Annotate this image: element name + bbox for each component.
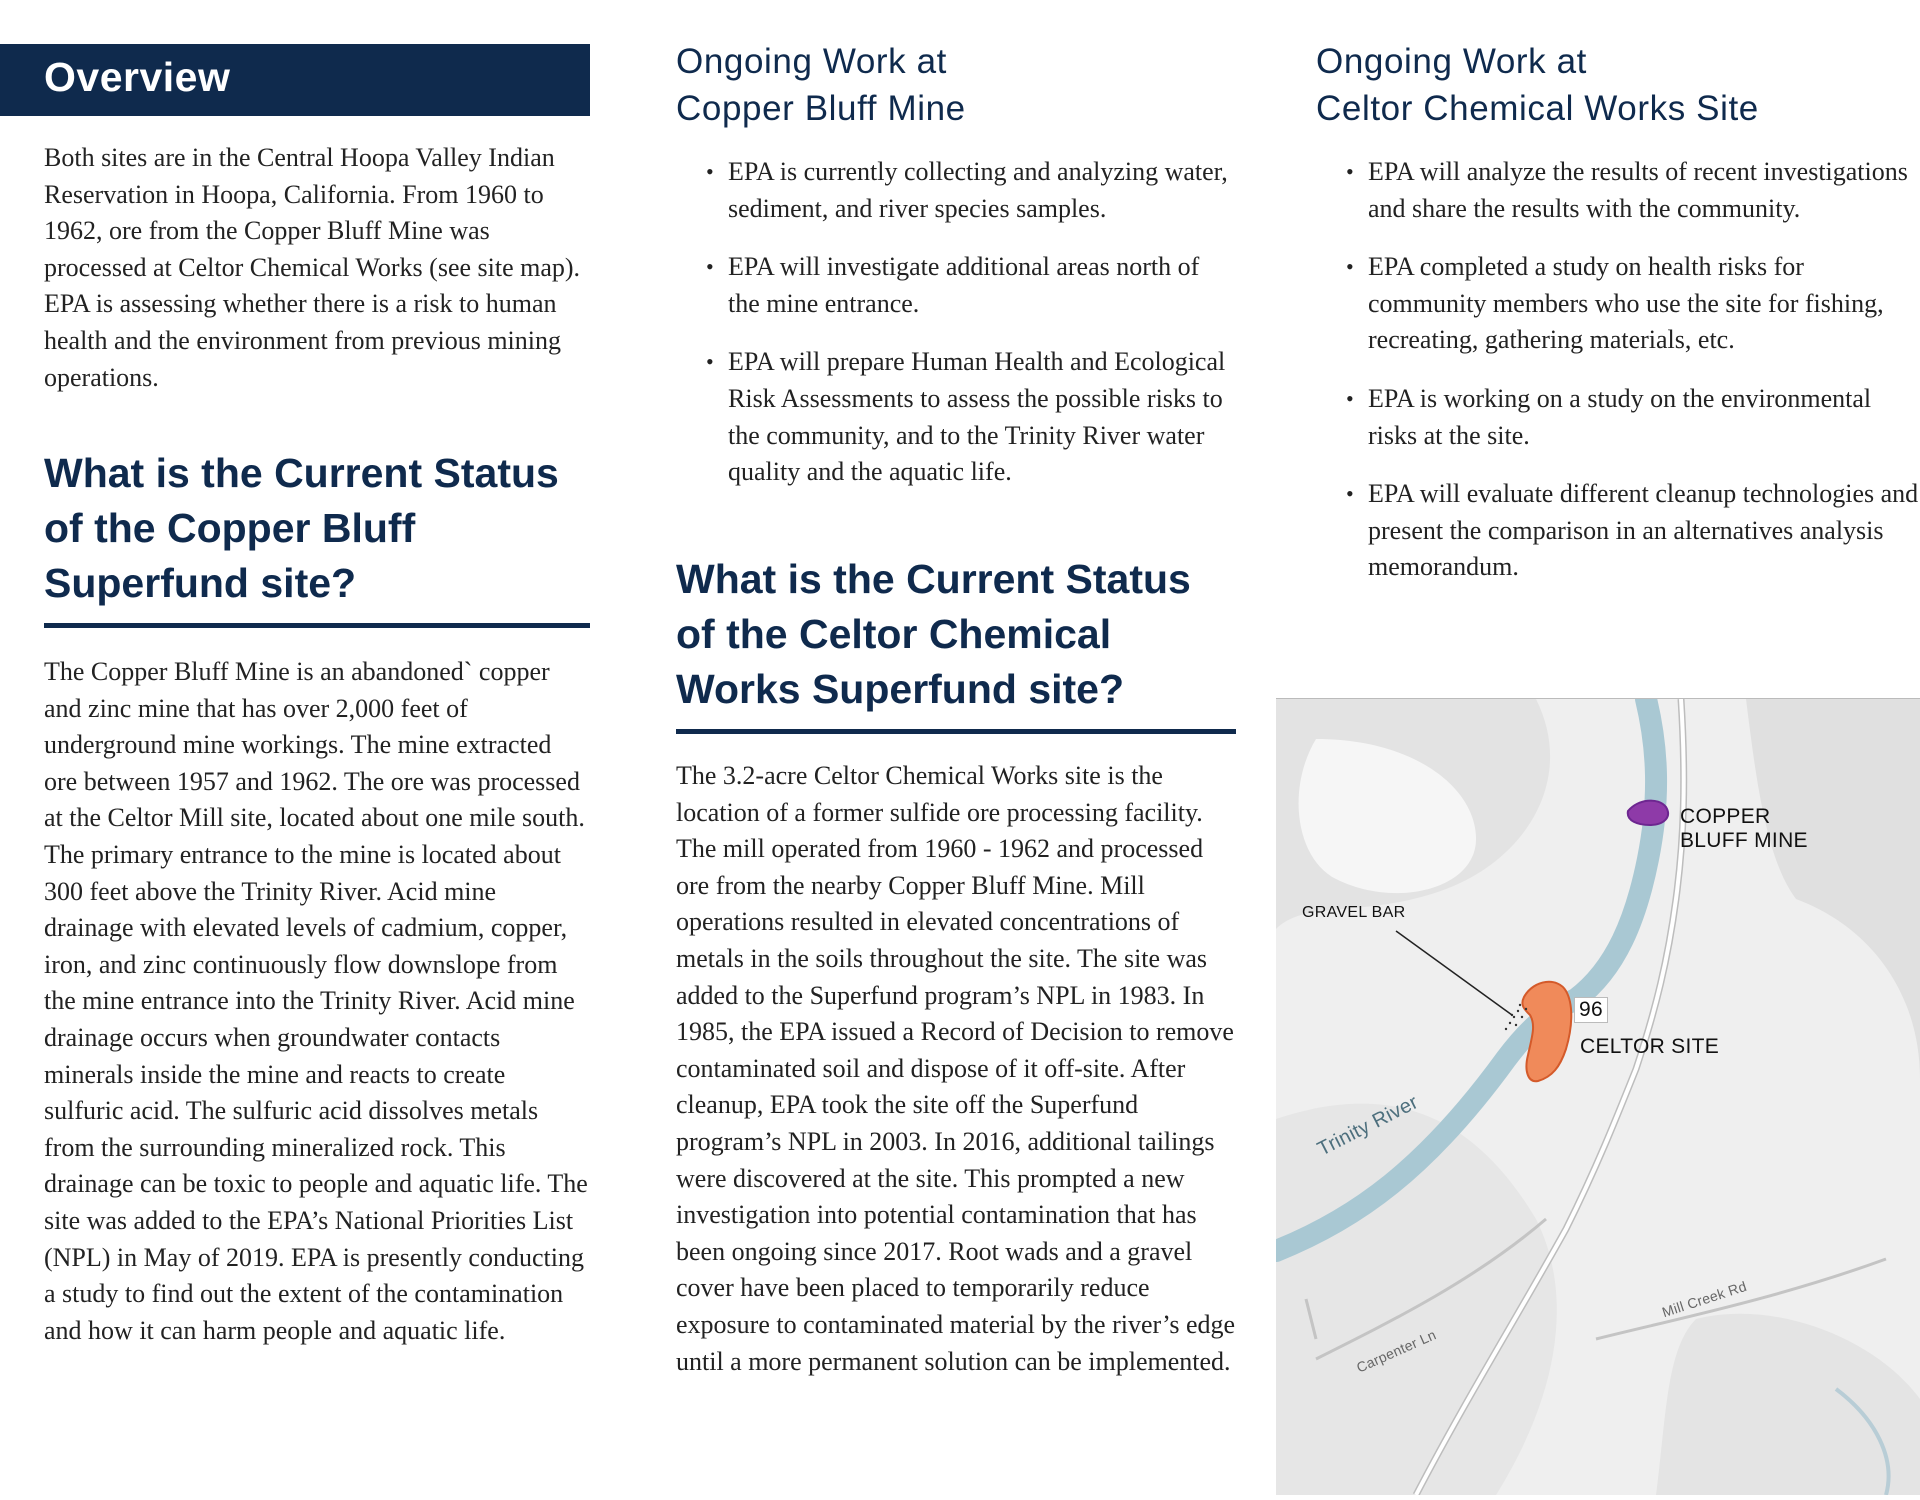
list-item: • EPA is currently collecting and analyzing water, sediment, and river species samples. (696, 154, 1236, 227)
bullet-icon: • (1346, 254, 1354, 280)
copper-ongoing-list (696, 154, 1236, 491)
celtor-ongoing-heading-line2: Celtor Chemical Works Site (1316, 89, 1759, 128)
list-item: • EPA will analyze the results of recent investigations and share the results with the community. (1336, 154, 1920, 227)
overview-header-bar (0, 44, 590, 116)
heading-rule (676, 729, 1236, 734)
copper-status-heading: What is the Current Status of the Copper Bluff Superfund site? (44, 450, 559, 606)
copper-ongoing-heading (676, 38, 1236, 132)
celtor-status-section (676, 552, 1236, 1380)
copper-ongoing-heading-line2: Copper Bluff Mine (676, 89, 966, 128)
bullet-icon: • (1346, 481, 1354, 507)
list-item: • EPA is working on a study on the environmental risks at the site. (1336, 381, 1920, 454)
list-item: • EPA will prepare Human Health and Ecological Risk Assessments to assess the possible risks to the community, and to the Trinity River water quality and the aquatic life. (696, 344, 1236, 490)
gravel-bar-leader (1396, 931, 1512, 1015)
list-item: • EPA will investigate additional areas north of the mine entrance. (696, 249, 1236, 322)
celtor-ongoing-section (1316, 38, 1920, 608)
celtor-ongoing-heading-line1: Ongoing Work at (1316, 42, 1587, 81)
copper-status-section (44, 446, 590, 1349)
terrain-ridge (1746, 699, 1920, 1079)
bullet-icon: • (706, 349, 714, 375)
terrain-ridge (1656, 1314, 1920, 1495)
copper-ongoing-section (676, 38, 1236, 513)
celtor-status-text: The 3.2-acre Celtor Chemical Works site is the location of a former sulfide ore processing facility. The mill operated from 1960 - 1962 and processed ore from the nearby Copper Bluff Mine. Mill operations resulted in elevated concentrations of metals in the soils throughout the site. The site was added to the Superfund program’s NPL in 1983. In 1985, the EPA issued a Record of Decision to remove contaminated soil and dispose of it off-site. After cleanup, EPA took the site off the Superfund program’s NPL in 2003. In 2016, additional tailings were discovered at the site. This prompted a new investigation into potential contamination that has been ongoing since 2017. Root wads and a gravel cover have been placed to temporarily reduce exposure to contaminated material by the river’s edge until a more permanent solution can be implemented. (676, 761, 1236, 1376)
copper-status-text: The Copper Bluff Mine is an abandoned` copper and zinc mine that has over 2,000 feet of underground mine workings. The mine extracted ore between 1957 and 1962. The ore was processed at the Celtor Mill site, located about one mile south. The primary entrance to the mine is located about 300 feet above the Trinity River. Acid mine drainage with elevated levels of cadmium, copper, iron, and zinc continuously flow downslope from the mine entrance into the Trinity River. Acid mine drainage occurs when groundwater contacts minerals inside the mine and reacts to create sulfuric acid. The sulfuric acid dissolves metals from the surrounding mineralized rock. This drainage can be toxic to people and aquatic life. The site was added to the EPA’s National Priorities List (NPL) in May of 2019. EPA is presently conducting a study to find out the extent of the contamination and how it can harm people and aquatic life. (44, 657, 588, 1345)
overview-title: Overview (44, 54, 231, 100)
copper-bluff-site-marker (1628, 801, 1668, 825)
trinity-river-label: Trinity River (1314, 1091, 1422, 1161)
celtor-ongoing-heading (1316, 38, 1920, 132)
bullet-icon: • (1346, 385, 1354, 411)
highway-96-shield: 96 (1574, 997, 1608, 1023)
gravel-bar-label: GRAVEL BAR (1302, 904, 1406, 921)
site-map (1276, 698, 1920, 1495)
list-item: • EPA will evaluate different cleanup technologies and present the comparison in an alternatives analysis memorandum. (1336, 476, 1920, 586)
copper-bluff-label: COPPER BLUFF MINE (1680, 805, 1808, 852)
list-item: • EPA completed a study on health risks for community members who use the site for fishing, recreating, gathering materials, etc. (1336, 249, 1920, 359)
bullet-icon: • (1346, 159, 1354, 184)
site-map-graphic (1276, 699, 1920, 1495)
celtor-ongoing-list (1336, 154, 1920, 586)
mill-creek-rd-label: Mill Creek Rd (1660, 1277, 1749, 1321)
bullet-icon: • (706, 159, 714, 184)
overview-text: Both sites are in the Central Hoopa Valley Indian Reservation in Hoopa, California. From 1960 to 1962, ore from the Copper Bluff Mine was processed at Celtor Chemical Works (see site map). EPA is assessing whether there is a risk to human health and the environment from previous mining operations. (44, 143, 581, 392)
heading-rule (44, 623, 590, 628)
celtor-status-heading: What is the Current Status of the Celtor Chemical Works Superfund site? (676, 556, 1191, 712)
celtor-site-label: CELTOR SITE (1580, 1035, 1720, 1058)
carpenter-ln-label: Carpenter Ln (1354, 1326, 1439, 1376)
copper-ongoing-heading-line1: Ongoing Work at (676, 42, 947, 81)
bullet-icon: • (706, 254, 714, 280)
